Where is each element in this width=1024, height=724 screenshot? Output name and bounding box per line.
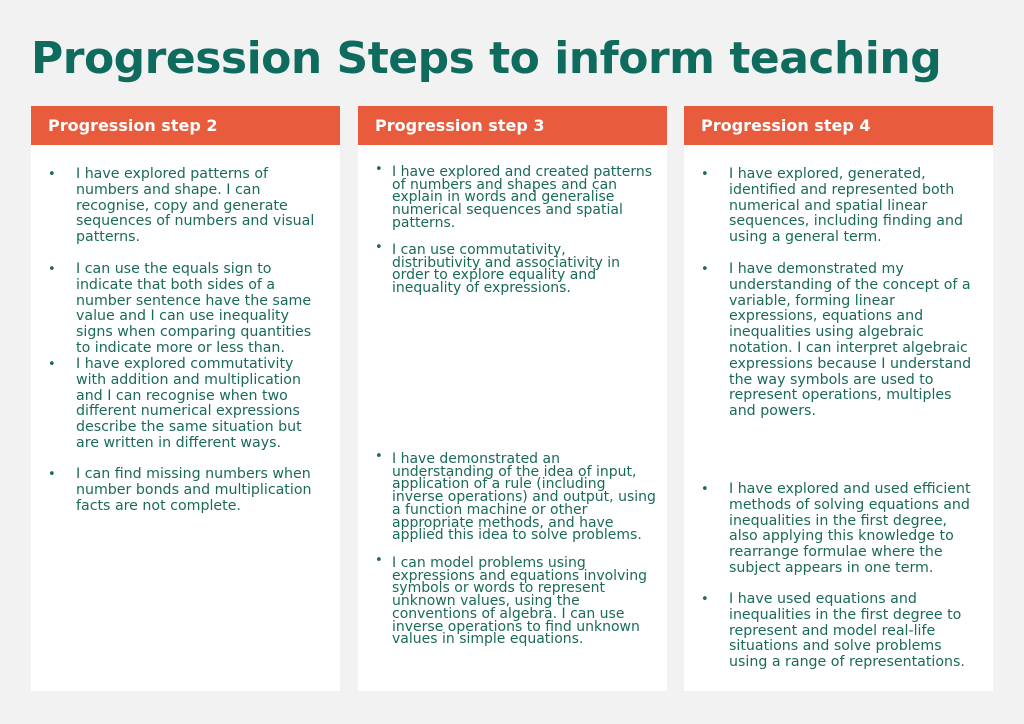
bullet-item: • I have used equations and inequalities in the first degree to represent and model real-life situations and solve problems using a range of representations. [729,592,979,671]
bullet-item: • I have explored and created patterns of numbers and shapes and can explain in words and generalise numerical sequences and spatial patterns. [392,166,657,230]
bullet-item: • I can use commutativity, distributivity and associativity in order to explore equality and inequality of expressions. [392,244,657,295]
progression-step-2-card [31,106,340,691]
card-header: Progression step 2 [31,106,340,145]
bullet-item: • I have explored commutativity with addition and multiplication and I can recognise when two different numerical expressions describe the same situation but are written in different ways. [76,357,326,452]
progression-step-3-card [358,106,667,691]
bullet-item: • I have explored, generated, identified and represented both numerical and spatial linear sequences, including finding and using a general term. [729,167,979,246]
page-title: Progression Steps to inform teaching [31,33,942,84]
card-header: Progression step 4 [684,106,993,145]
progression-step-4-card [684,106,993,691]
card-header: Progression step 3 [358,106,667,145]
bullet-item: • I have explored patterns of numbers and shape. I can recognise, copy and generate sequences of numbers and visual patterns. [76,167,326,246]
bullet-item: • I have demonstrated an understanding of the idea of input, application of a rule (including inverse operations) and output, using a function machine or other appropriate methods, and have applied this idea to solve problems. [392,453,657,542]
bullet-item: • I can find missing numbers when number bonds and multiplication facts are not complete. [76,467,326,514]
bullet-item: • I can use the equals sign to indicate that both sides of a number sentence have the same value and I can use inequality signs when comparing quantities to indicate more or less than. [76,262,326,357]
bullet-item: • I can model problems using expressions and equations involving symbols or words to represent unknown values, using the conventions of algebra. I can use inverse operations to find unknown values in simple equations. [392,557,657,646]
bullet-item: • I have explored and used efficient methods of solving equations and inequalities in the first degree, also applying this knowledge to rearrange formulae where the subject appears in one term. [729,482,979,577]
bullet-item: • I have demonstrated my understanding of the concept of a variable, forming linear expressions, equations and inequalities using algebraic notation. I can interpret algebraic expressions because I understand the way symbols are used to represent operations, multiples and powers. [729,262,979,420]
